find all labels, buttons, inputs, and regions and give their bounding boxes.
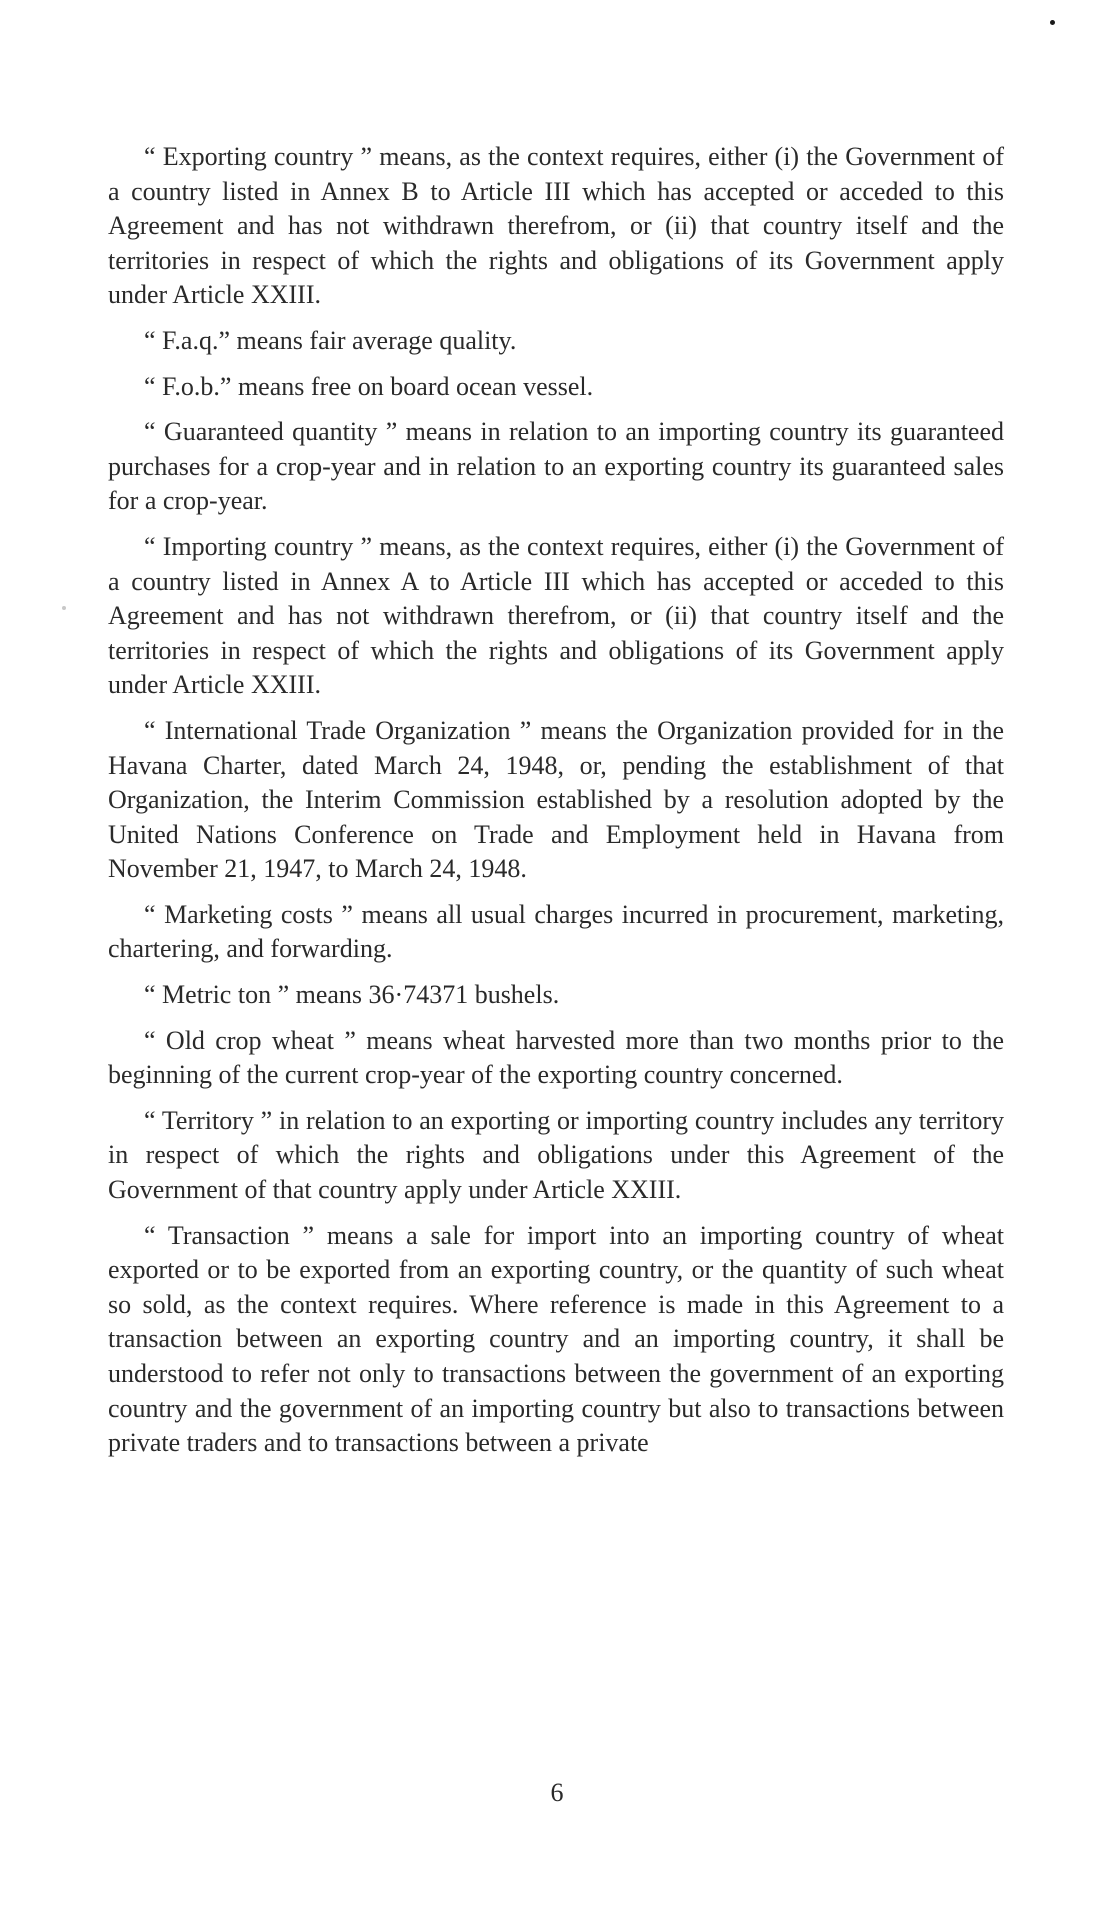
definition-fob: “ F.o.b.” means free on board ocean vessel. [144, 371, 594, 401]
definition-old-crop-wheat: “ Old crop wheat ” means wheat harvested more than two months prior to the beginning of the current crop-year of the exporting country concerned. [108, 1025, 1004, 1090]
ink-speck [1050, 20, 1055, 25]
definitions-text [108, 140, 1004, 1472]
ink-speck-faint [62, 606, 66, 610]
definition-importing-country: “ Importing country ” means, as the context requires, either (i) the Government of a country listed in Annex A to Article III which has accepted or acceded to this Agreement and has not withdrawn therefrom, or (ii) that country itself and the territories in respect of which the rights and obligations of its Government apply under Article XXIII. [108, 531, 1004, 700]
definition-faq: “ F.a.q.” means fair average quality. [144, 325, 517, 355]
definition-exporting-country: “ Exporting country ” means, as the context requires, either (i) the Government of a country listed in Annex B to Article III which has accepted or acceded to this Agreement and has not withdrawn therefrom, or (ii) that country itself and the territories in respect of which the rights and obligations of its Government apply under Article XXIII. [108, 142, 1004, 310]
definition-metric-ton: “ Metric ton ” means 36·74371 bushels. [144, 980, 560, 1010]
definition-transaction: “ Transaction ” means a sale for import into an importing country of wheat exported or to be exported from an exporting country, or the quantity of such wheat so sold, as the context requires. Where reference is made in this Agreement to a transaction between an exporting country and an importing country, it shall be understood to refer not only to transactions between the government of an exporting country and the government of an importing country but also to transactions between private traders and to transactions between a private [108, 1220, 1004, 1458]
page-number: 6 [550, 1778, 564, 1807]
definition-marketing-costs: “ Marketing costs ” means all usual charges incurred in procurement, marketing, chartering, and forwarding. [108, 899, 1004, 964]
definition-guaranteed-quantity: “ Guaranteed quantity ” means in relation to an importing country its guaranteed purchases for a crop-year and in relation to an exporting country its guaranteed sales for a crop-year. [108, 417, 1004, 516]
definition-territory: “ Territory ” in relation to an exporting or importing country includes any territory in respect of which the rights and obligations under this Agreement of the Government of that country apply under Article XXIII. [108, 1105, 1004, 1205]
definition-international-trade-organization: “ International Trade Organization ” means the Organization provided for in the Havana Charter, dated March 24, 1948, or, pending the establishment of that Organization, the Interim Commission established by a resolution adopted by the United Nations Conference on Trade and Employment held in Havana from November 21, 1947, to March 24, 1948. [108, 715, 1004, 884]
